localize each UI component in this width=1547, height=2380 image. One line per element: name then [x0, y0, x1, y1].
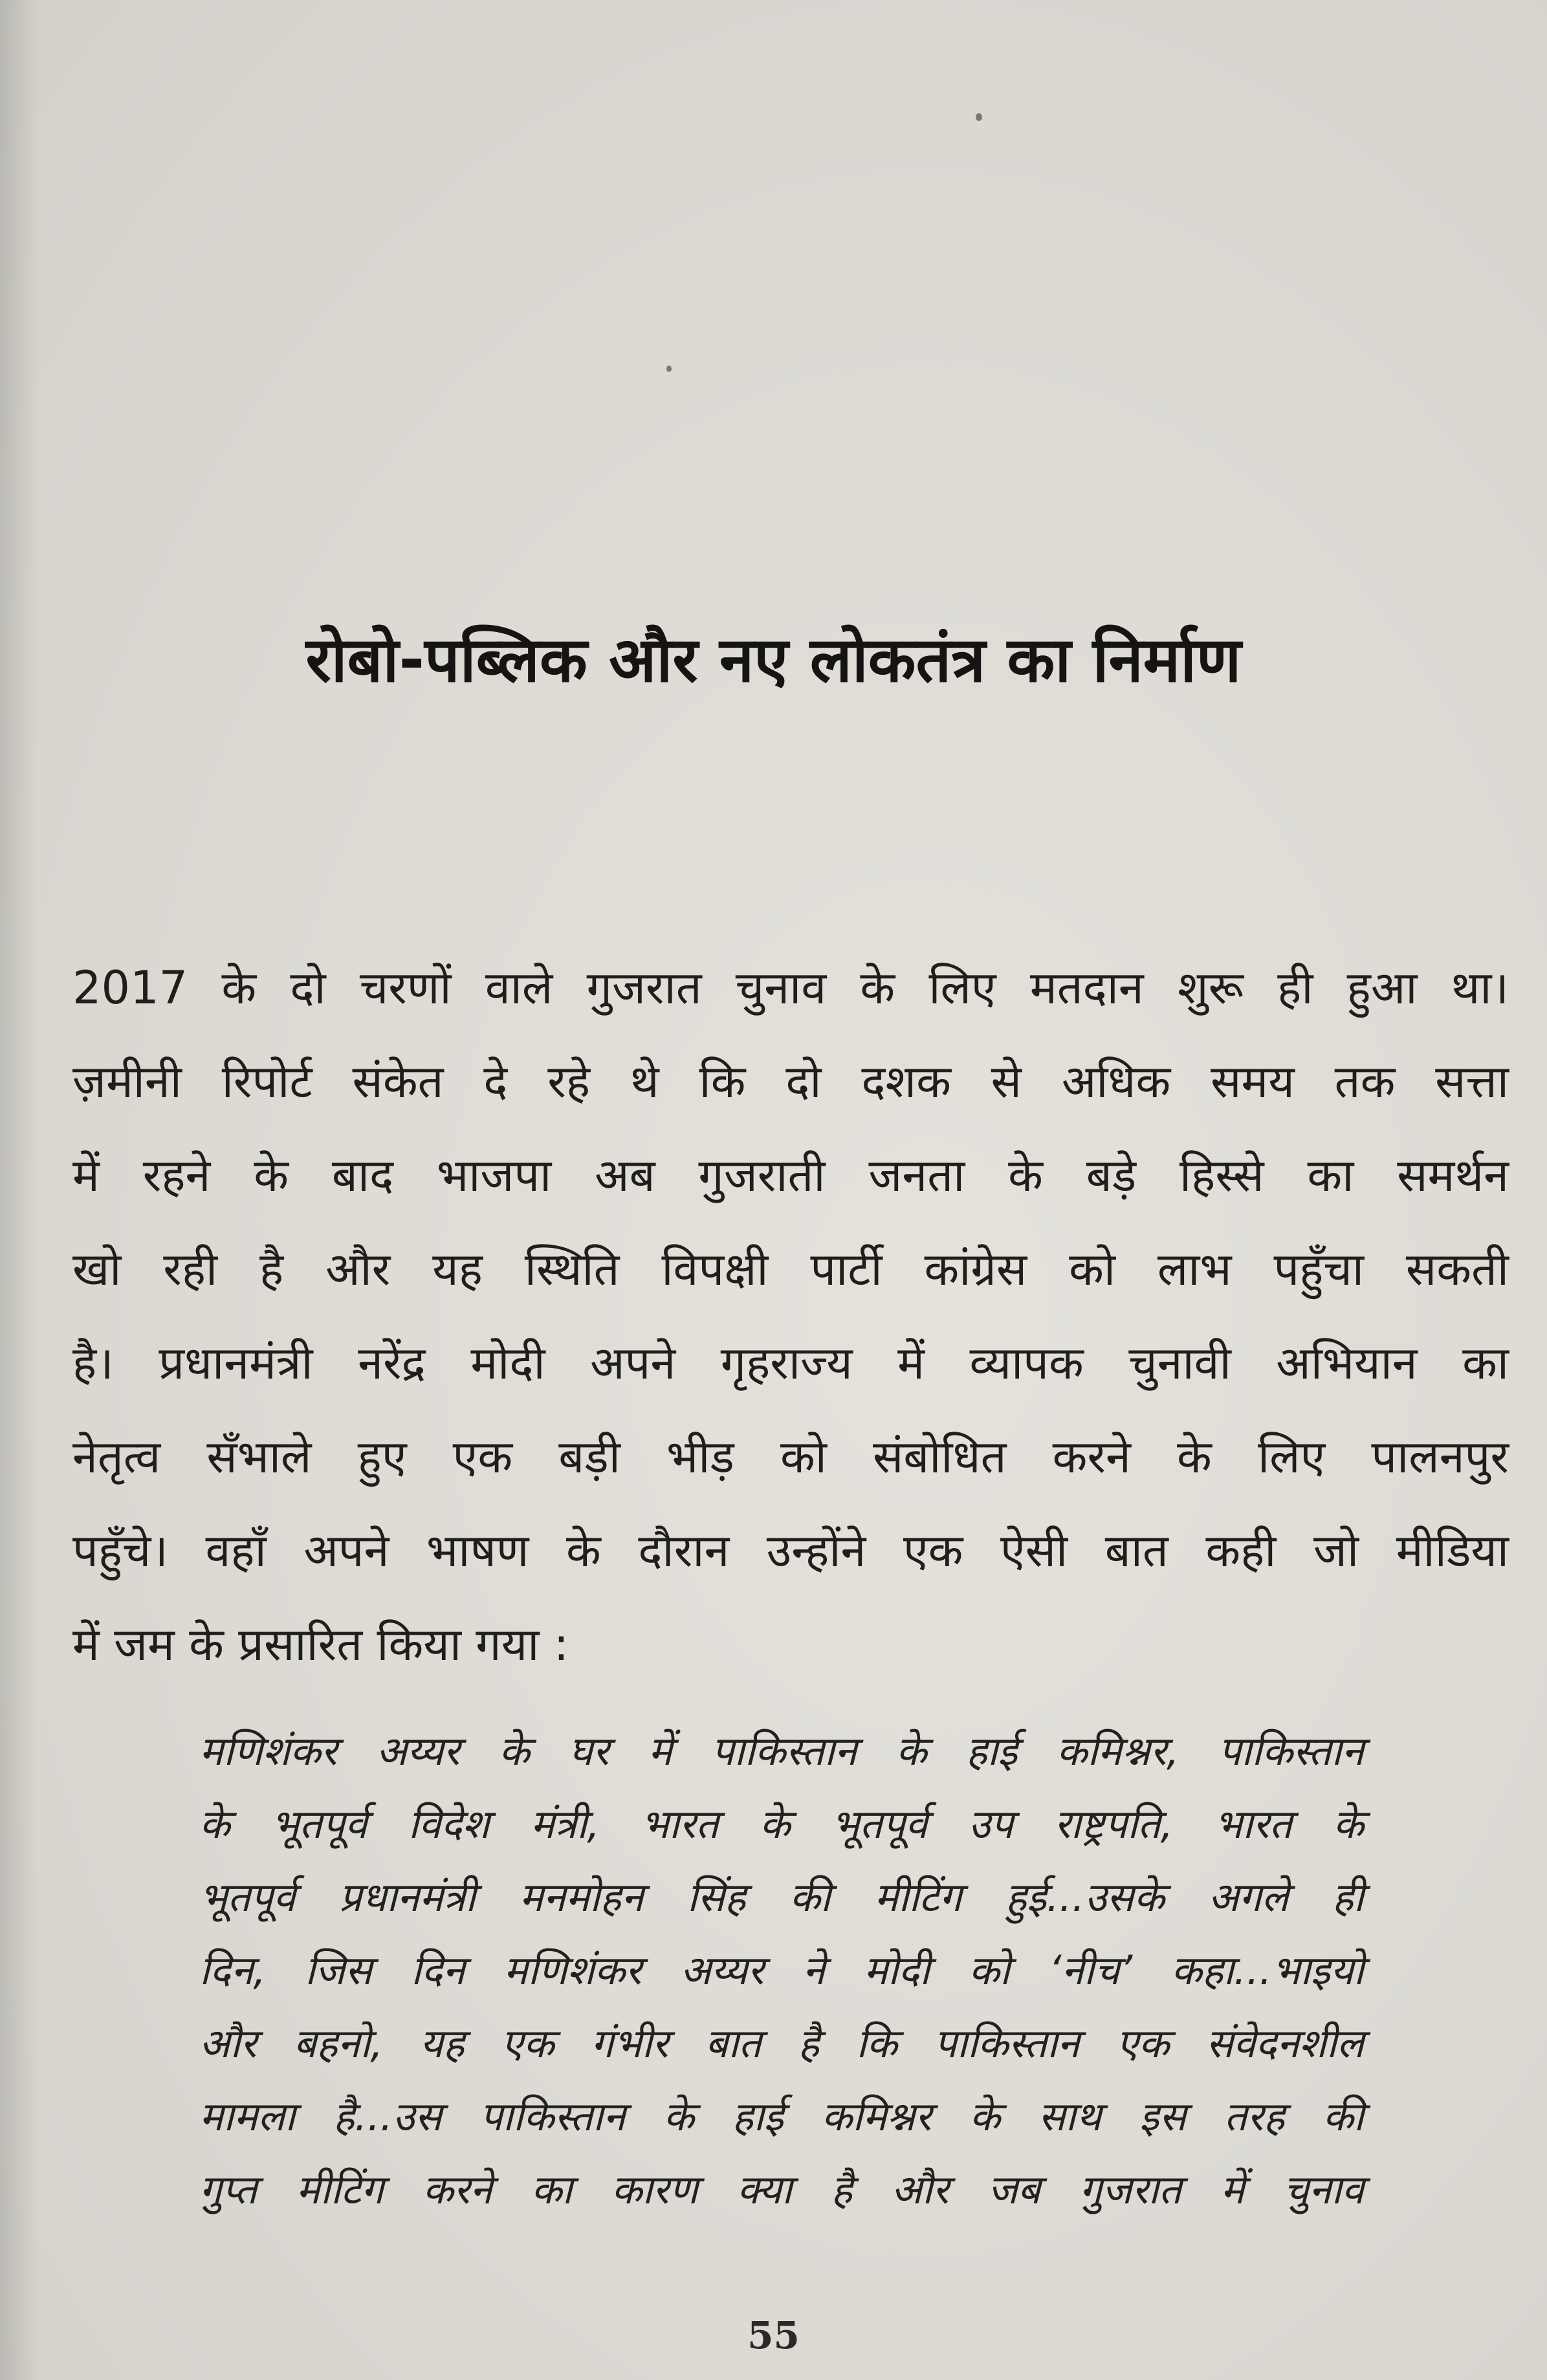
- quote-line: मणिशंकर अय्यर के घर में पाकिस्तान के हाई कमिश्नर, पाकिस्तान: [199, 1727, 1364, 1774]
- quote-line: भूतपूर्व प्रधानमंत्री मनमोहन सिंह की मीटिंग हुई...उसके अगले ही: [199, 1873, 1364, 1921]
- paper-speck: [666, 366, 672, 372]
- page-number: 55: [747, 2313, 800, 2357]
- body-line: में जम के प्रसारित किया गया :: [72, 1618, 569, 1671]
- quote-line: के भूतपूर्व विदेश मंत्री, भारत के भूतपूर्व उप राष्ट्रपति, भारत के: [199, 1800, 1364, 1848]
- block-quote: [199, 1714, 1364, 2226]
- quote-line: गुप्त मीटिंग करने का कारण क्या है और जब गुजरात में चुनाव: [199, 2166, 1364, 2213]
- body-line: पहुँचे। वहाँ अपने भाषण के दौरान उन्होंने एक ऐसी बात कही जो मीडिया: [72, 1524, 1509, 1577]
- quote-line: मामला है...उस पाकिस्तान के हाई कमिश्नर के साथ इस तरह की: [199, 2093, 1364, 2140]
- quote-line: दिन, जिस दिन मणिशंकर अय्यर ने मोदी को ‘नीच’ कहा...भाइयो: [199, 1947, 1364, 1994]
- body-line: में रहने के बाद भाजपा अब गुजराती जनता के बड़े हिस्से का समर्थन: [72, 1149, 1509, 1202]
- body-line: खो रही है और यह स्थिति विपक्षी पार्टी कांग्रेस को लाभ पहुँचा सकती: [72, 1243, 1509, 1296]
- body-line: है। प्रधानमंत्री नरेंद्र मोदी अपने गृहराज्य में व्यापक चुनावी अभियान का: [72, 1337, 1509, 1390]
- chapter-title: रोबो-पब्लिक और नए लोकतंत्र का निर्माण: [305, 624, 1242, 696]
- body-paragraph: [72, 941, 1509, 1692]
- paper-speck: [976, 113, 982, 121]
- page-gutter-shadow: [0, 0, 39, 2380]
- body-line: 2017 के दो चरणों वाले गुजरात चुनाव के लिए मतदान शुरू ही हुआ था।: [72, 961, 1509, 1014]
- quote-line: और बहनो, यह एक गंभीर बात है कि पाकिस्तान एक संवेदनशील: [199, 2020, 1364, 2067]
- body-line: नेतृत्व सँभाले हुए एक बड़ी भीड़ को संबोधित करने के लिए पालनपुर: [72, 1430, 1509, 1483]
- body-line: ज़मीनी रिपोर्ट संकेत दे रहे थे कि दो दशक से अधिक समय तक सत्ता: [72, 1055, 1509, 1108]
